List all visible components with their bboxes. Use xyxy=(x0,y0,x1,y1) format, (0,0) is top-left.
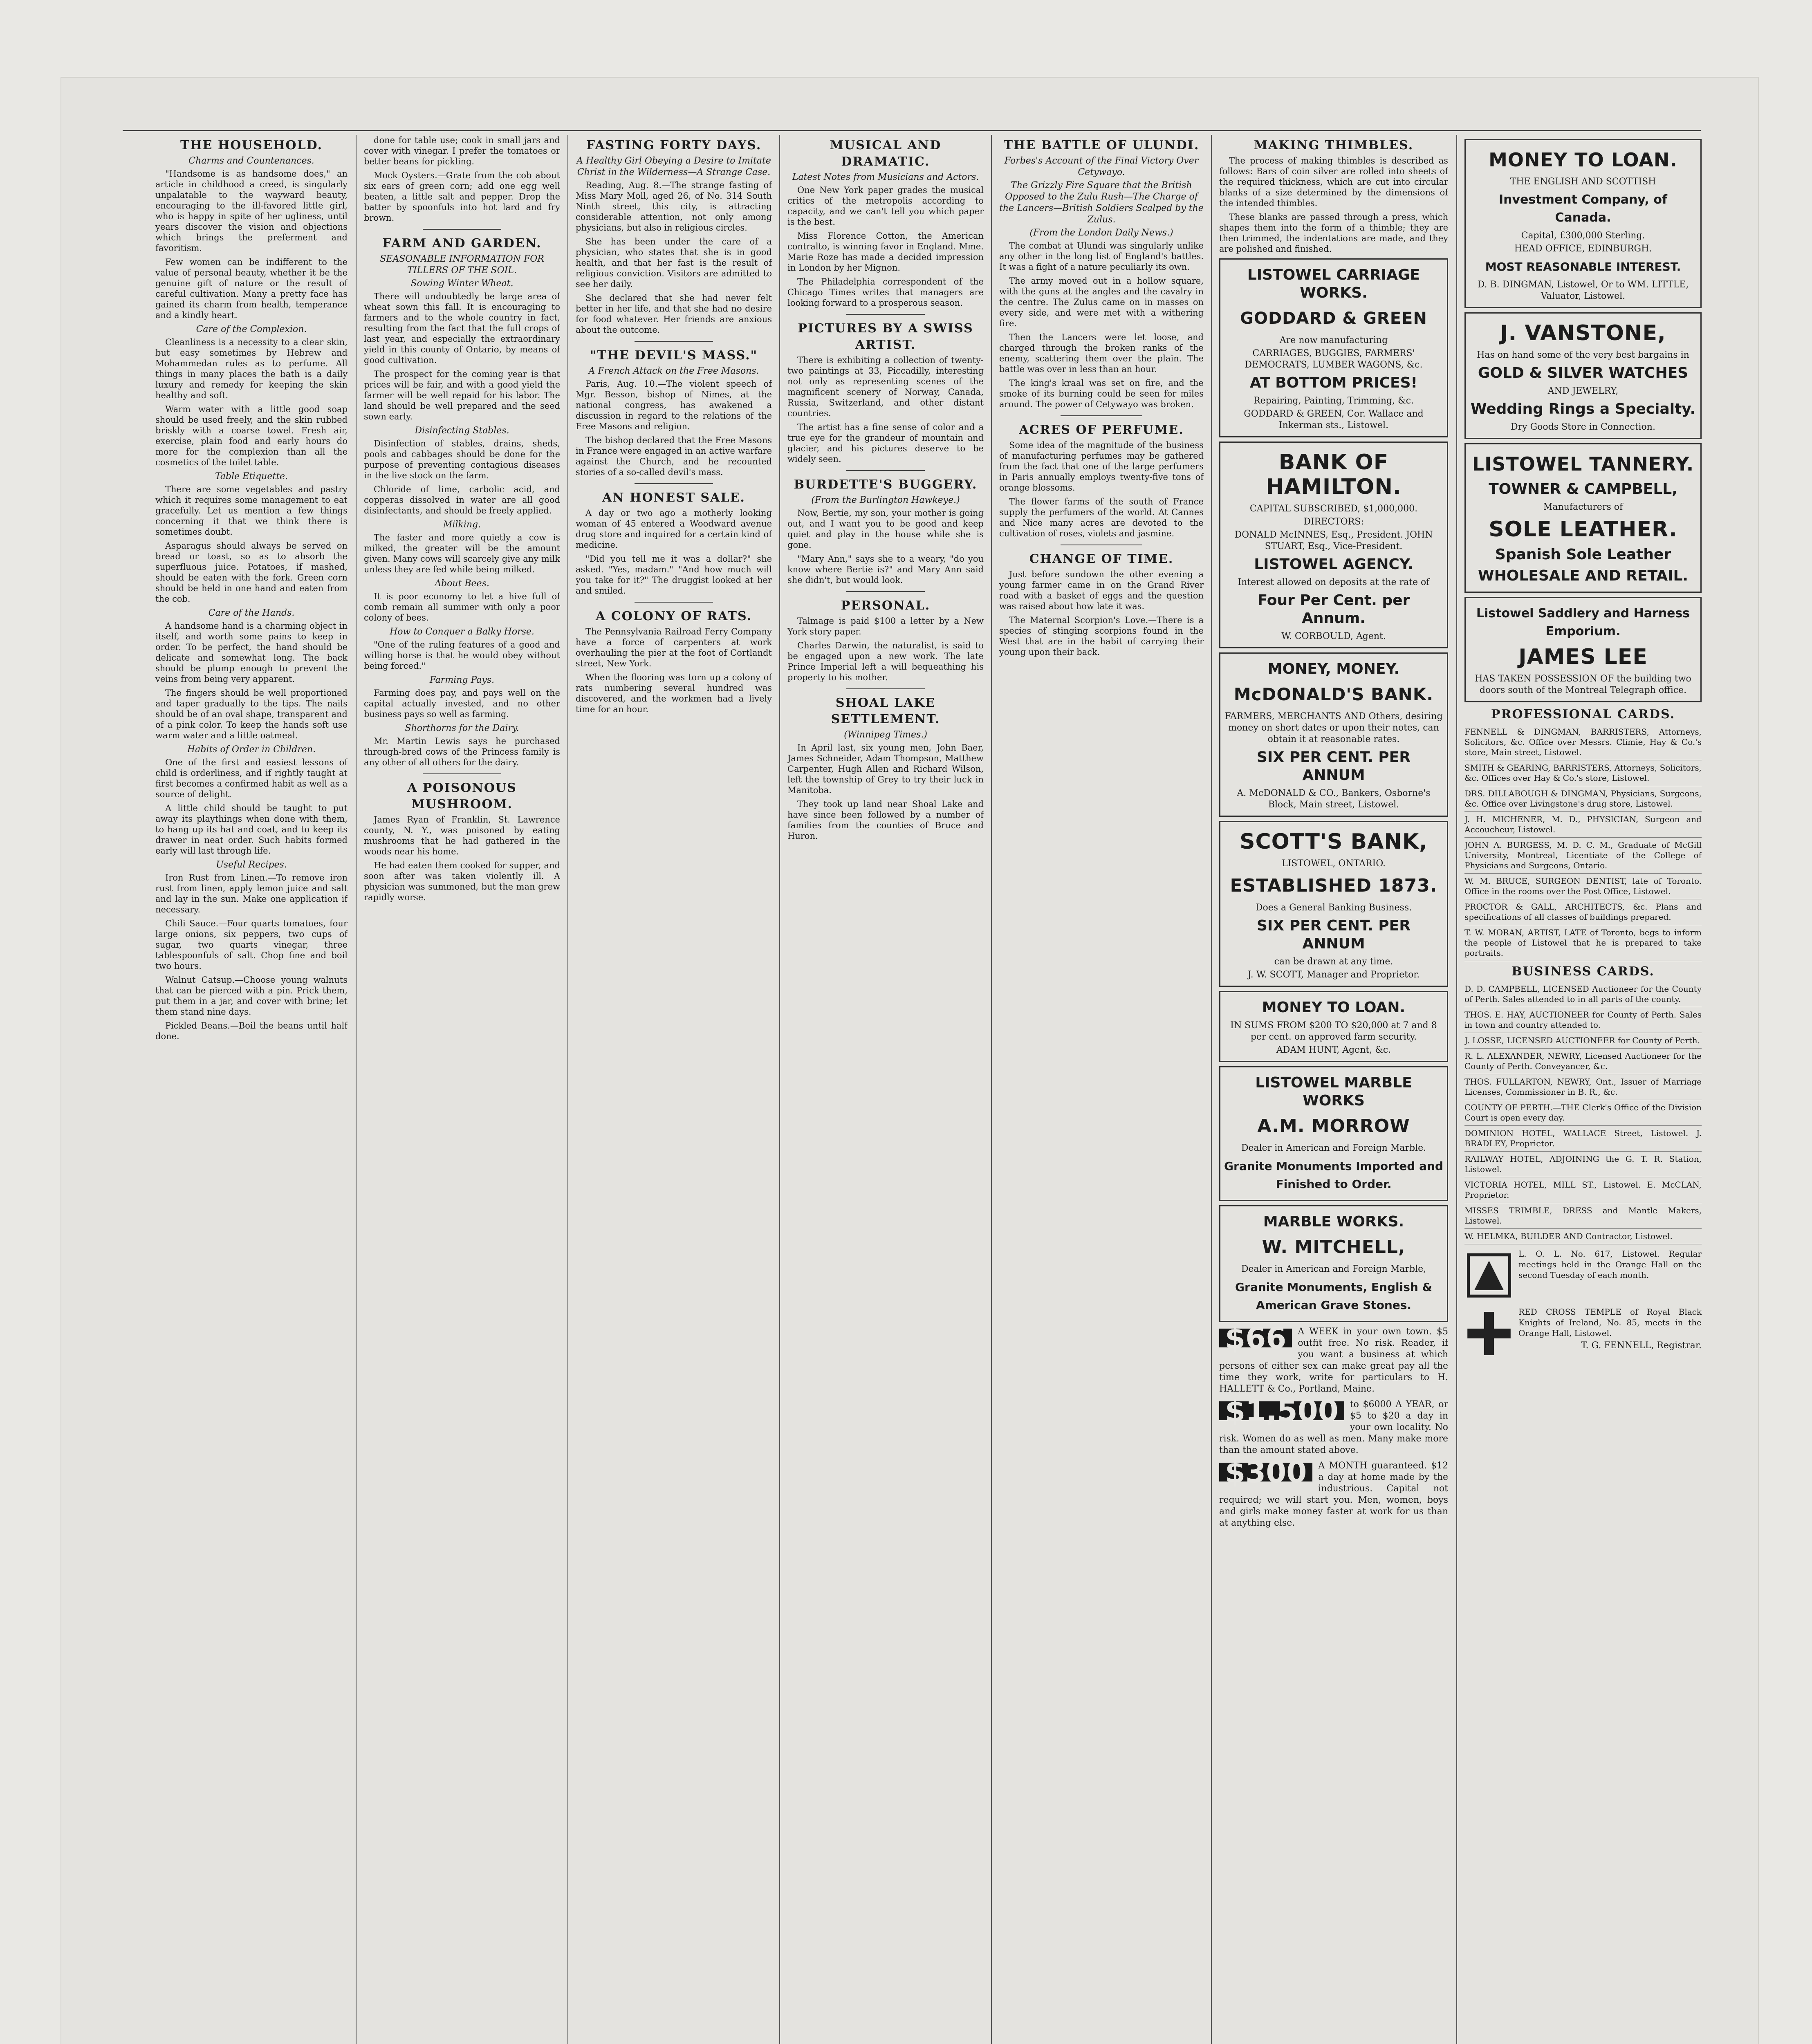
ad-money-to-loan: MONEY TO LOAN. IN SUMS FROM $200 TO $20,000 at 7 and 8 per cent. on approved farm security. ADAM HUNT, Agent, &c. xyxy=(1219,991,1448,1062)
column-rule xyxy=(779,135,780,2044)
article-paragraph: There will undoubtedly be large area of wheat sown this fall. It is encouraging to farmers and to the whole country in fact, resulting from the fact that the full crops of last year, and especially the extraordinary yield in this county of Ontario, by means of good cultivation. xyxy=(364,291,560,365)
section-heading: FARM AND GARDEN. xyxy=(382,236,542,251)
article-paragraph: Mr. Martin Lewis says he purchased through-bred cows of the Princess family is any other of all others for the dairy. xyxy=(364,736,560,767)
section-heading: FASTING FORTY DAYS. xyxy=(586,138,762,152)
section-heading: CHANGE OF TIME. xyxy=(1029,552,1174,566)
ad-investment-company: MONEY TO LOAN. THE ENGLISH AND SCOTTISH Investment Company, of Canada. Capital, £300,000 Sterling. HEAD OFFICE, EDINBURGH. MOST REASONABLE INTEREST. D. B. DINGMAN, Listowel, Or to WM. LITTLE, Valuator, Listowel. xyxy=(1464,139,1702,308)
article-paragraph: In April last, six young men, John Baer, James Schneider, Adam Thompson, Matthew Carpenter, Hugh Allen and Richard Wilson, left the township of Grey to try their luck in Manitoba. xyxy=(787,743,984,795)
section-heading: A COLONY OF RATS. xyxy=(595,609,752,623)
article-paragraph: She has been under the care of a physician, who states that she is in good health, and that her fast is the result of religious conviction. Visitors are admitted to see her daily. xyxy=(576,237,772,289)
article-paragraph: The faster and more quietly a cow is milked, the greater will be the amount given. Many cows will scarcely give any milk unless they are fed while being milked. xyxy=(364,533,560,574)
article-paragraph: Iron Rust from Linen.—To remove iron rust from linen, apply lemon juice and salt and lay in the sun. Make one application if necessary. xyxy=(155,873,348,914)
lodge-red-cross: RED CROSS TEMPLE of Royal Black Knights of Ireland, No. 85, meets in the Orange Hall, Listowel. T. G. FENNELL, Registrar. xyxy=(1464,1307,1702,1360)
business-card: SMITH & GEARING, BARRISTERS, Attorneys, Solicitors, &c. Offices over Hay & Co.'s store, Listowel. xyxy=(1464,760,1702,786)
column-household xyxy=(155,135,348,2044)
lodge-emblem-icon xyxy=(1464,1251,1514,1300)
divider xyxy=(846,314,925,315)
article-subheading: Useful Recipes. xyxy=(216,860,287,870)
article-paragraph: The artist has a fine sense of color and a true eye for the grandeur of mountain and glacier, and his pictures deserve to be widely seen. xyxy=(787,422,984,464)
article-paragraph: There is exhibiting a collection of twenty-two paintings at 33, Piccadilly, interesting not only as representing scenes of the magnificent scenery of Norway, Canada, Russia, Switzerland, and other distant countries. xyxy=(787,355,984,418)
article-paragraph: The flower farms of the south of France supply the perfumers of the world. At Cannes and Nice many acres are devoted to the cultivation of roses, violets and jasmine. xyxy=(999,497,1204,538)
article-paragraph: Pickled Beans.—Boil the beans until half done. xyxy=(155,1021,348,1041)
article-subheading: Shorthorns for the Dairy. xyxy=(405,723,519,733)
article-paragraph: Some idea of the magnitude of the business of manufacturing perfumes may be gathered from the fact that one of the large perfumers in Paris annually employs twenty-five tons of orange blossoms. xyxy=(999,440,1204,493)
article-paragraph: "Mary Ann," says she to a weary, "do you know where Bertie is?" and Mary Ann said she didn't, but would look. xyxy=(787,554,984,585)
section-heading: PERSONAL. xyxy=(841,598,931,613)
article-paragraph: The Maternal Scorpion's Love.—There is a species of stinging scorpions found in the West that are in the habit of carrying their young upon their back. xyxy=(999,615,1204,657)
business-card: T. W. MORAN, ARTIST, LATE of Toronto, begs to inform the people of Listowel that he is prepared to take portraits. xyxy=(1464,925,1702,961)
article-paragraph: They took up land near Shoal Lake and have since been followed by a number of families from the counties of Bruce and Huron. xyxy=(787,799,984,841)
section-heading: ACRES OF PERFUME. xyxy=(1019,423,1184,437)
top-rule xyxy=(123,130,1701,131)
section-heading: AN HONEST SALE. xyxy=(602,491,745,505)
column-news xyxy=(576,135,772,2044)
article-paragraph: Reading, Aug. 8.—The strange fasting of Miss Mary Moll, aged 26, of No. 314 South Ninth street, this city, is attracting considerable attention, not only among physicians, but also in religious circles. xyxy=(576,180,772,233)
section-heading: MAKING THIMBLES. xyxy=(1254,138,1414,152)
business-card: J. LOSSE, LICENSED AUCTIONEER for County of Perth. xyxy=(1464,1033,1702,1049)
article-paragraph: Farming does pay, and pays well on the capital actually invested, and no other business pays so well as farming. xyxy=(364,688,560,719)
ad-vanstone-jewelry: J. VANSTONE, Has on hand some of the very best bargains in GOLD & SILVER WATCHES AND JEWELRY, Wedding Rings a Specialty. Dry Goods Store in Connection. xyxy=(1464,312,1702,439)
divider xyxy=(635,483,713,484)
section-heading: "THE DEVIL'S MASS." xyxy=(590,348,758,363)
article-subheading: How to Conquer a Balky Horse. xyxy=(390,627,534,637)
article-subheading: Care of the Complexion. xyxy=(196,324,307,334)
article-paragraph: The king's kraal was set on fire, and the smoke of its burning could be seen for miles around. The power of Cetywayo was broken. xyxy=(999,378,1204,409)
article-subheading: Forbes's Account of the Final Victory Over Cetywayo. xyxy=(1004,156,1199,177)
article-paragraph: Chloride of lime, carbolic acid, and copperas dissolved in water are all good disinfectants, and should be freely applied. xyxy=(364,484,560,515)
ad-66-week: $66 A WEEK in your own town. $5 outfit free. No risk. Reader, if you want a business at which persons of either sex can make great pay all the time they work, write for particulars to H. HALLETT & Co., Portland, Maine. xyxy=(1219,1326,1448,1394)
article-source: (From the London Daily News.) xyxy=(1029,228,1173,238)
section-heading: MUSICAL AND DRAMATIC. xyxy=(830,138,942,169)
ad-carriage-works: LISTOWEL CARRIAGE WORKS. GODDARD & GREEN Are now manufacturing CARRIAGES, BUGGIES, FARMERS' DEMOCRATS, LUMBER WAGONS, &c. AT BOTTOM PRICES! Repairing, Painting, Trimming, &c. GODDARD & GREEN, Cor. Wallace and Inkerman sts., Listowel. xyxy=(1219,258,1448,437)
article-subheading: About Bees. xyxy=(435,578,489,589)
column-rule xyxy=(1456,135,1457,2044)
column-farm-garden xyxy=(364,135,560,2044)
business-card: MISSES TRIMBLE, DRESS and Mantle Makers, Listowel. xyxy=(1464,1203,1702,1229)
section-heading: A POISONOUS MUSHROOM. xyxy=(407,781,517,811)
divider xyxy=(1061,415,1142,416)
ad-bank-hamilton: BANK OF HAMILTON. CAPITAL SUBSCRIBED, $1,000,000. DIRECTORS: DONALD McINNES, Esq., President. JOHN STUART, Esq., Vice-President. LISTOWEL AGENCY. Interest allowed on deposits at the rate of Four Per Cent. per Annum. W. CORBOULD, Agent. xyxy=(1219,442,1448,648)
section-heading: THE HOUSEHOLD. xyxy=(180,138,323,152)
ad-scotts-bank: SCOTT'S BANK, LISTOWEL, ONTARIO. ESTABLISHED 1873. Does a General Banking Business. SIX PER CENT. PER ANNUM can be drawn at any time. J. W. SCOTT, Manager and Proprietor. xyxy=(1219,821,1448,987)
divider xyxy=(635,341,713,342)
article-paragraph: Cleanliness is a necessity to a clear skin, but easy sometimes by Hebrew and Mohammedan rules as to perfume. All things in many places the bath is a daily luxury and remedy for keeping the skin healthy and soft. xyxy=(155,337,348,400)
ad-marble-works-morrow: LISTOWEL MARBLE WORKS A.M. MORROW Dealer in American and Foreign Marble. Granite Monuments Imported and Finished to Order. xyxy=(1219,1066,1448,1201)
article-subheading: Habits of Order in Children. xyxy=(187,744,316,755)
article-paragraph: Now, Bertie, my son, your mother is going out, and I want you to be good and keep quiet and play in the house while she is gone. xyxy=(787,508,984,550)
article-subheading: Care of the Hands. xyxy=(208,608,295,618)
divider xyxy=(423,229,501,230)
column-rule xyxy=(991,135,992,2044)
article-paragraph: Charles Darwin, the naturalist, is said to be engaged upon a new work. The late Prince Imperial left a will bequeathing his property to his mother. xyxy=(787,641,984,682)
article-paragraph: He had eaten them cooked for supper, and soon after was taken violently ill. A physician was summoned, but the man grew rapidly worse. xyxy=(364,861,560,902)
business-card: JOHN A. BURGESS, M. D. C. M., Graduate of McGill University, Montreal, Licentiate of the College of Physicians and Surgeons, Ontario. xyxy=(1464,838,1702,874)
business-card: FENNELL & DINGMAN, BARRISTERS, Attorneys, Solicitors, &c. Office over Messrs. Climie, Hay & Co.'s store, Main street, Listowel. xyxy=(1464,724,1702,760)
article-subheading: Farming Pays. xyxy=(429,675,495,685)
business-card: R. L. ALEXANDER, NEWRY, Licensed Auctioneer for the County of Perth. Conveyancer, &c. xyxy=(1464,1049,1702,1074)
business-card: VICTORIA HOTEL, MILL ST., Listowel. E. McCLAN, Proprietor. xyxy=(1464,1177,1702,1203)
business-card: COUNTY OF PERTH.—THE Clerk's Office of the Division Court is open every day. xyxy=(1464,1100,1702,1126)
article-paragraph: done for table use; cook in small jars and cover with vinegar. I prefer the tomatoes or better beans for pickling. xyxy=(364,135,560,166)
business-card: W. M. BRUCE, SURGEON DENTIST, late of Toronto. Office in the rooms over the Post Office, Listowel. xyxy=(1464,874,1702,899)
cross-emblem-icon xyxy=(1464,1309,1514,1358)
section-heading: BURDETTE'S BUGGERY. xyxy=(794,477,978,492)
column-rule xyxy=(1211,135,1212,2044)
article-subheading: A Healthy Girl Obeying a Desire to Imitate Christ in the Wilderness—A Strange Case. xyxy=(576,156,771,177)
business-card: W. HELMKA, BUILDER AND Contractor, Listowel. xyxy=(1464,1229,1702,1244)
article-paragraph: Mock Oysters.—Grate from the cob about six ears of green corn; add one egg well beaten, a little salt and pepper. Drop the batter by spoonfuls into hot lard and fry brown. xyxy=(364,170,560,223)
business-card: DRS. DILLABOUGH & DINGMAN, Physicians, Surgeons, &c. Office over Livingstone's drug store, Listowel. xyxy=(1464,786,1702,812)
article-paragraph: These blanks are passed through a press, which shapes them into the form of a thimble; they are then trimmed, the indentations are made, and they are polished and finished. xyxy=(1219,212,1448,254)
business-cards-list xyxy=(1464,982,1702,1244)
column-rule xyxy=(567,135,568,2044)
article-paragraph: Chili Sauce.—Four quarts tomatoes, four large onions, six peppers, two cups of sugar, two quarts vinegar, three tablespoonfuls of salt. Chop fine and boil two hours. xyxy=(155,919,348,971)
article-paragraph: A handsome hand is a charming object in itself, and worth some pains to keep in order. To be perfect, the hand should be delicate and somewhat long. The back should be plump enough to prevent the veins from being very apparent. xyxy=(155,621,348,684)
ad-marble-works-mitchell: MARBLE WORKS. W. MITCHELL, Dealer in American and Foreign Marble, Granite Monuments, English & American Grave Stones. xyxy=(1219,1205,1448,1322)
article-paragraph: Asparagus should always be served on bread or toast, so as to absorb the superfluous juice. Potatoes, if mashed, should be eaten with the fork. Green corn should be held in one hand and eaten from the cob. xyxy=(155,541,348,604)
article-paragraph: A little child should be taught to put away its playthings when done with them, to hang up its hat and coat, and to keep its drawer in neat order. Such habits formed early will last through life. xyxy=(155,803,348,856)
article-subheading: (From the Burlington Hawkeye.) xyxy=(811,495,960,505)
divider xyxy=(846,688,925,689)
article-subheading: Table Etiquette. xyxy=(215,471,288,482)
article-paragraph: Walnut Catsup.—Choose young walnuts that can be pierced with a pin. Prick them, put them in a jar, and cover with brine; let them stand nine days. xyxy=(155,975,348,1017)
article-paragraph: The fingers should be well proportioned and taper gradually to the tips. The nails should be of an oval shape, transparent and of a pink color. To keep the hands soft use warm water and a little oatmeal. xyxy=(155,688,348,740)
business-card: THOS. FULLARTON, NEWRY, Ont., Issuer of Marriage Licenses, Commissioner in B. R., &c. xyxy=(1464,1074,1702,1100)
divider xyxy=(846,470,925,471)
article-paragraph: "One of the ruling features of a good and willing horse is that he would obey without being forced." xyxy=(364,640,560,671)
ad-1500-year: $1,500 to $6000 A YEAR, or $5 to $20 a day in your own locality. No risk. Women do as well as men. Many make more than the amount stated above. xyxy=(1219,1399,1448,1455)
article-paragraph: The bishop declared that the Free Masons in France were engaged in an active warfare against the Church, and he recounted stories of a so-called devil's mass. xyxy=(576,435,772,477)
professional-cards-heading: PROFESSIONAL CARDS. xyxy=(1491,707,1675,722)
article-paragraph: It is poor economy to let a hive full of comb remain all summer with only a poor colony of bees. xyxy=(364,592,560,623)
article-subheading: Sowing Winter Wheat. xyxy=(410,278,514,289)
article-paragraph: The Pennsylvania Railroad Ferry Company have a force of carpenters at work overhauling the pier at the foot of Cortlandt street, New York. xyxy=(576,627,772,668)
column-rule xyxy=(356,135,357,2044)
article-paragraph: "Handsome is as handsome does," an article in childhood a creed, is singularly unpalatable to the wayward beauty, encouraging to the ill-favored little girl, who is happy in spite of her ugliness, until years discover the vision and objections which brings the preferment and favoritism. xyxy=(155,169,348,253)
ad-300-month: $300 A MONTH guaranteed. $12 a day at home made by the industrious. Capital not required; we will start you. Men, women, boys and girls make money faster at work for us than at anything else. xyxy=(1219,1460,1448,1528)
column-battle-ulundi xyxy=(999,135,1204,2044)
article-subheading: Disinfecting Stables. xyxy=(415,426,509,436)
article-subheading: (Winnipeg Times.) xyxy=(844,730,927,740)
article-paragraph: The prospect for the coming year is that prices will be fair, and with a good yield the farmer will be well repaid for his labor. The land should be well prepared and the seed sown early. xyxy=(364,369,560,421)
article-paragraph: One of the first and easiest lessons of child is orderliness, and if rightly taught at first becomes a confirmed habit as well as a source of delight. xyxy=(155,758,348,799)
article-paragraph: Few women can be indifferent to the value of personal beauty, whether it be the genuine gift of nature or the result of careful cultivation. Many a pretty face has gained its charm from health, temperance and a kindly heart. xyxy=(155,257,348,320)
article-subheading: Charms and Countenances. xyxy=(188,156,314,166)
article-paragraph: The process of making thimbles is described as follows: Bars of coin silver are rolled into sheets of the required thickness, which are cut into circular blanks of a size determined by the dimensions of the intended thimbles. xyxy=(1219,156,1448,208)
professional-cards-list xyxy=(1464,724,1702,961)
article-paragraph: Miss Florence Cotton, the American contralto, is winning favor in England. Mme. Marie Roze has made a decided impression in London by her Mignon. xyxy=(787,231,984,273)
article-paragraph: The army moved out in a hollow square, with the guns at the angles and the cavalry in the centre. The Zulus came on in masses on every side, and were met with a withering fire. xyxy=(999,276,1204,328)
business-cards-heading: BUSINESS CARDS. xyxy=(1511,964,1655,979)
article-paragraph: One New York paper grades the musical critics of the metropolis according to capacity, and we can't tell you which paper is the best. xyxy=(787,185,984,227)
business-card: THOS. E. HAY, AUCTIONEER for County of Perth. Sales in town and country attended to. xyxy=(1464,1007,1702,1033)
section-heading: THE BATTLE OF ULUNDI. xyxy=(1003,138,1200,152)
article-paragraph: Then the Lancers were let loose, and charged through the broken ranks of the enemy, scattering them over the plain. The battle was over in less than an hour. xyxy=(999,332,1204,374)
business-card: PROCTOR & GALL, ARCHITECTS, &c. Plans and specifications of all classes of buildings prepared. xyxy=(1464,899,1702,925)
article-paragraph: There are some vegetables and pastry which it requires some management to eat gracefully. Let us mention a few things concerning it that we think there is sometimes doubt. xyxy=(155,484,348,537)
article-subheading: A French Attack on the Free Masons. xyxy=(588,366,759,376)
ad-saddlery: Listowel Saddlery and Harness Emporium. JAMES LEE HAS TAKEN POSSESSION OF the building two doors south of the Montreal Telegraph office. xyxy=(1464,597,1702,702)
article-paragraph: The Philadelphia correspondent of the Chicago Times writes that managers are looking forward to a prosperous season. xyxy=(787,277,984,308)
business-card: DOMINION HOTEL, WALLACE Street, Listowel. J. BRADLEY, Proprietor. xyxy=(1464,1126,1702,1152)
lodge-lol: L. O. L. No. 617, Listowel. Regular meetings held in the Orange Hall on the second Tuesday of each month. xyxy=(1464,1248,1702,1302)
article-paragraph: The combat at Ulundi was singularly unlike any other in the long list of England's battles. It was a fight of a nature peculiarly its own. xyxy=(999,241,1204,272)
article-paragraph: She declared that she had never felt better in her life, and that she had no desire for food whatever. Her friends are anxious about the outcome. xyxy=(576,293,772,335)
business-card: J. H. MICHENER, M. D., PHYSICIAN, Surgeon and Accoucheur, Listowel. xyxy=(1464,812,1702,838)
column-thimbles-ads xyxy=(1219,135,1448,2044)
article-paragraph: Disinfection of stables, drains, sheds, pools and cabbages should be done for the purpose of preventing contagious diseases in the live stock on the farm. xyxy=(364,439,560,480)
section-heading: SHOAL LAKE SETTLEMENT. xyxy=(831,696,940,726)
section-heading: PICTURES BY A SWISS ARTIST. xyxy=(798,321,973,352)
article-paragraph: Paris, Aug. 10.—The violent speech of Mgr. Besson, bishop of Nimes, at the national congress, has awakened a discussion in regard to the relations of the Free Masons and religion. xyxy=(576,379,772,431)
article-paragraph: James Ryan of Franklin, St. Lawrence county, N. Y., was poisoned by eating mushrooms that he had gathered in the woods near his home. xyxy=(364,815,560,856)
divider xyxy=(846,591,925,592)
article-subheading: The Grizzly Fire Square that the British Opposed to the Zulu Rush—The Charge of the Lancers—British Soldiers Scalped by the Zulus. xyxy=(999,180,1204,225)
article-subheading: Milking. xyxy=(443,520,481,530)
business-card: D. D. CAMPBELL, LICENSED Auctioneer for the County of Perth. Sales attended to in all parts of the county. xyxy=(1464,982,1702,1007)
divider xyxy=(635,602,713,603)
article-paragraph: Just before sundown the other evening a young farmer came in on the Grand River road with a basket of eggs and the question was raised about how late it was. xyxy=(999,569,1204,611)
article-paragraph: Warm water with a little good soap should be used freely, and the skin rubbed briskly with a coarse towel. Fresh air, exercise, plain food and early hours do more for the complexion than all the cosmetics of the toilet table. xyxy=(155,404,348,467)
article-paragraph: "Did you tell me it was a dollar?" she asked. "Yes, madam." "And how much will you take for it?" The druggist looked at her and smiled. xyxy=(576,554,772,596)
ad-listowel-tannery: LISTOWEL TANNERY. TOWNER & CAMPBELL, Manufacturers of SOLE LEATHER. Spanish Sole Leather WHOLESALE AND RETAIL. xyxy=(1464,443,1702,593)
article-paragraph: A day or two ago a motherly looking woman of 45 entered a Woodward avenue drug store and inquired for a certain kind of medicine. xyxy=(576,508,772,550)
column-ads-cards xyxy=(1464,135,1702,2044)
business-card: RAILWAY HOTEL, ADJOINING the G. T. R. Station, Listowel. xyxy=(1464,1152,1702,1177)
column-musical-dramatic xyxy=(787,135,984,2044)
ad-mcdonalds-bank: MONEY, MONEY. McDONALD'S BANK. FARMERS, MERCHANTS AND Others, desiring money on short dates or upon their notes, can obtain it at reasonable rates. SIX PER CENT. PER ANNUM A. McDONALD & CO., Bankers, Osborne's Block, Main street, Listowel. xyxy=(1219,652,1448,817)
article-paragraph: Talmage is paid $100 a letter by a New York story paper. xyxy=(787,616,984,637)
divider xyxy=(423,773,501,774)
article-paragraph: When the flooring was torn up a colony of rats numbering several hundred was discovered, and the workmen had a lively time for an hour. xyxy=(576,672,772,714)
article-subheading: SEASONABLE INFORMATION FOR TILLERS OF THE SOIL. xyxy=(380,254,544,276)
article-subheading: Latest Notes from Musicians and Actors. xyxy=(792,172,979,182)
